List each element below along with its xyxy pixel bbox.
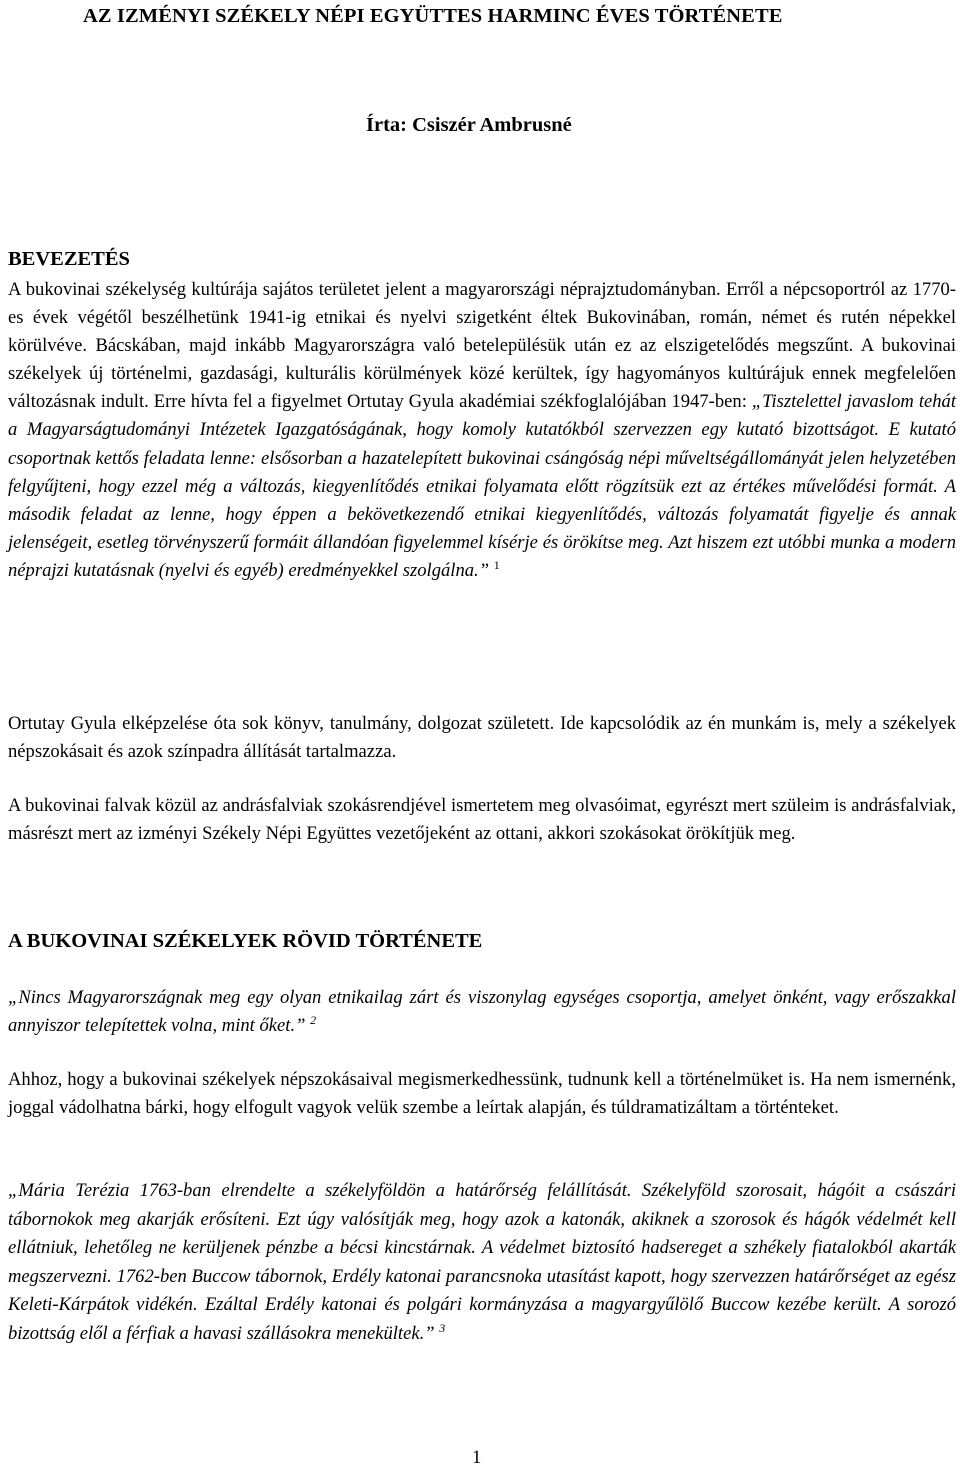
footnote-ref-3[interactable]: 3 <box>439 1320 446 1335</box>
ortutay-quote: „Tisztelettel javaslom tehát a Magyarságtudományi Intézetek Igazgatóságának, hogy komoly kutatókból szervezzen egy kutató bizottságot. E kutató csoportnak kettős feladata lenne: elsősorban a hazatelepített bukovinai csángóság népi műveltségállományát jelen helyzetében felgyűjteni, hogy ezzel még a változás, kiegyenlítődés etnikai folyamata előtt rögzítsük ezt az értékes művelődési formát. A második feladat az lenne, hogy éppen a bekövetkezendő etnikai kiegyenlítődés, változás folyamatát figyelje és annak jelenségeit, esetleg törvényszerű formáit állandóan figyelemmel kísérje és örökítse meg. Azt hiszem ezt utóbbi munka a modern néprajzi kutatásnak (nyelvi és egyéb) eredményekkel szolgálna.” <box>8 391 957 581</box>
quote-relocation <box>8 984 956 1040</box>
paragraph-intro-text: A bukovinai székelység kultúrája sajátos területet jelent a magyarországi néprajztudományban. Erről a népcsoportról az 1770-es évek végétől beszélhetünk 1941-ig etnikai és nyelvi szigetként éltek Bukovinában, román, német és rutén népekkel körülvéve. Bácskában, majd inkább Magyarországra való betelepülésük után ez az elszigetelődés megszűnt. A bukovinai székelyek új történelmi, gazdasági, kulturális körülmények közé kerültek, így hagyományos kultúrájuk ennek megfelelően változásnak indult. Erre hívta fel a figyelmet Ortutay Gyula akadémiai székfoglalójában 1947-ben: <box>8 279 956 413</box>
quote-maria-terezia <box>8 1177 956 1348</box>
author-line: Írta: Csiszér Ambrusné <box>366 114 572 136</box>
paragraph-history-intro: Ahhoz, hogy a bukovinai székelyek népszokásaival megismerkedhessünk, tudnunk kell a történelmüket is. Ha nem ismernénk, joggal vádolhatna bárki, hogy elfogult vagyok velük szembe a leírtak alapján, és túldramatizáltam a történteket. <box>8 1069 956 1119</box>
document-title: AZ IZMÉNYI SZÉKELY NÉPI EGYÜTTES HARMINC ÉVES TÖRTÉNETE <box>83 5 783 27</box>
section-heading-bevezetes: BEVEZETÉS <box>8 248 130 270</box>
section-heading-history: A BUKOVINAI SZÉKELYEK RÖVID TÖRTÉNETE <box>8 930 483 952</box>
paragraph-ortutay: Ortutay Gyula elképzelése óta sok könyv, tanulmány, dolgozat született. Ide kapcsolódik az én munkám is, mely a székelyek népszokásait és azok színpadra állítását tartalmazza. <box>8 713 956 763</box>
quote-maria-terezia-text: „Mária Terézia 1763-ban elrendelte a székelyföldön a határőrség felállítását. Székelyföld szorosait, hágóit a császári tábornokok meg akarják erősíteni. Ezt úgy valósítják meg, hogy azok a katonák, akiknek a szorosok és hágók védelmét kell ellátniuk, lehetőleg ne kerüljenek pénzbe a bécsi kincstárnak. A védelmet biztosító hadsereget a szhékely fiatalokból akarták megszervezni. 1762-ben Buccow tábornok, Erdély katonai parancsnoka utasítást kapott, hogy szervezzen határőrséget az egész Keleti-Kárpátok vidékén. Ezáltal Erdély katonai és polgári kormányzása a magyargyűlölő Buccow kezébe került. A sorozó bizottság elől a férfiak a havasi szállásokra menekültek.” <box>8 1180 956 1344</box>
footnote-ref-1[interactable]: 1 <box>493 557 500 572</box>
paragraph-andrasfalva: A bukovinai falvak közül az andrásfalviak szokásrendjével ismertetem meg olvasóimat, egyrészt mert szüleim is andrásfalviak, másrészt mert az izményi Székely Népi Együttes vezetőjeként az ottani, akkori szokásokat örökítjük meg. <box>8 795 956 845</box>
footnote-ref-2[interactable]: 2 <box>310 1013 317 1028</box>
quote-relocation-text: „Nincs Magyarországnak meg egy olyan etnikailag zárt és viszonylag egységes csoportja, amelyet önként, vagy erőszakkal annyiszor telepítettek volna, mint őket.” <box>8 987 956 1037</box>
paragraph-intro <box>8 276 956 585</box>
page-number: 1 <box>472 1447 482 1468</box>
